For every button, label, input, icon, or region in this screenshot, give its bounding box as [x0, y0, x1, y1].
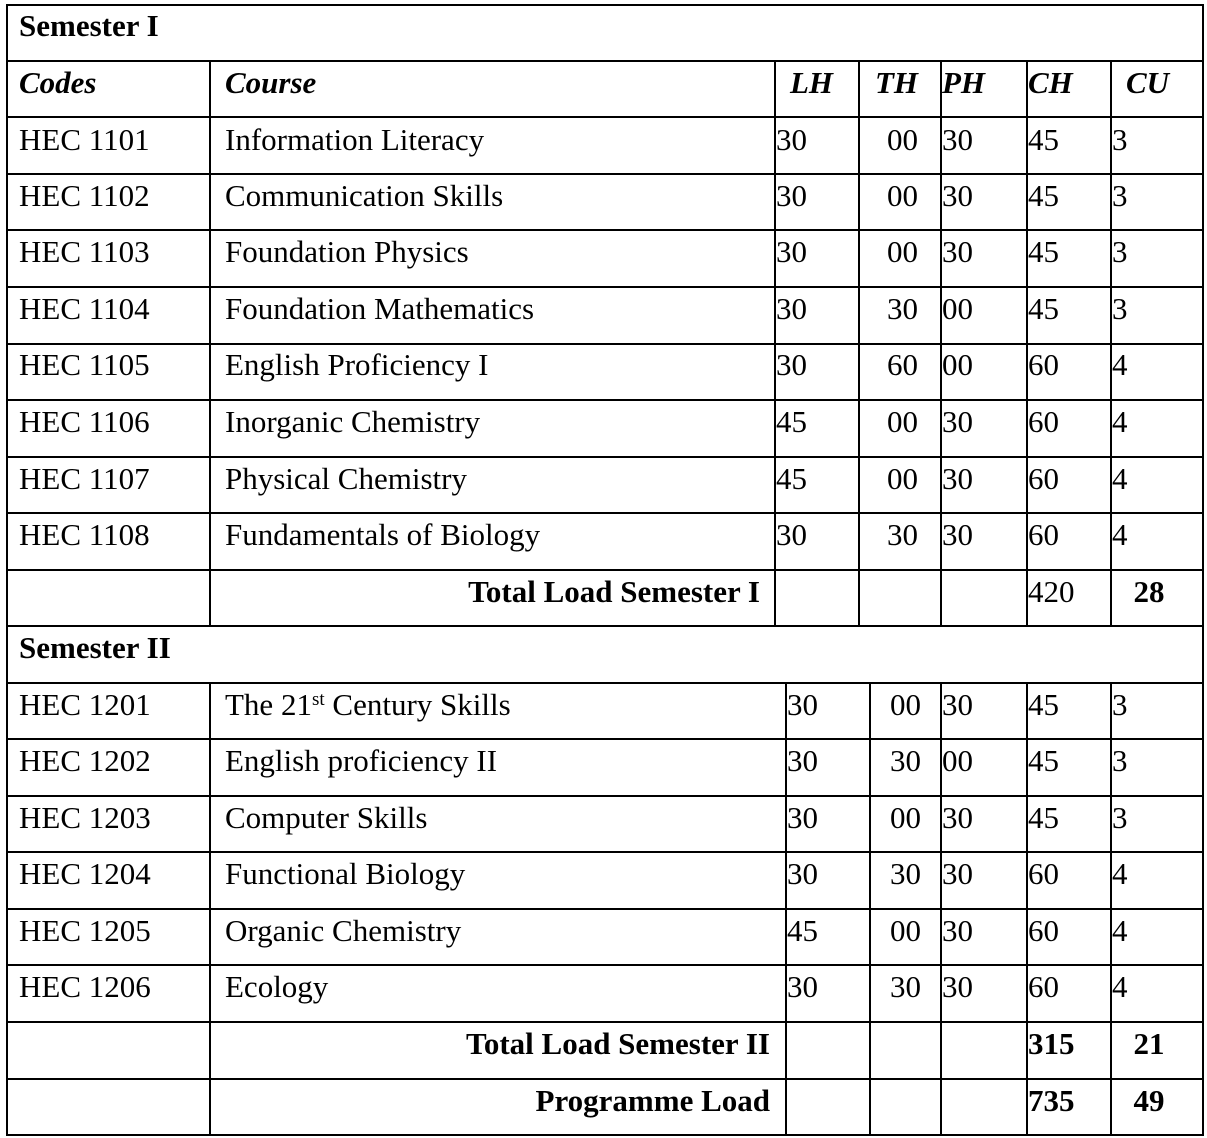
row-code: HEC 1203 [19, 800, 151, 835]
row-lh: 45 [776, 404, 807, 439]
row-lh: 30 [776, 517, 807, 552]
row-lh: 30 [787, 856, 818, 891]
total-semester-2-ch: 315 [1028, 1026, 1075, 1061]
row-course: Ecology [225, 969, 329, 1004]
rule [6, 399, 1204, 401]
semester-1-title: Semester I [19, 8, 159, 43]
row-ph: 30 [942, 461, 973, 496]
total-semester-1-ch: 420 [1028, 574, 1075, 609]
row-course: The 21st Century Skills [225, 687, 511, 722]
row-ch: 45 [1028, 687, 1059, 722]
header-course: Course [225, 65, 317, 100]
row-th: 00 [887, 234, 918, 269]
row-th: 60 [887, 347, 918, 382]
row-course: Functional Biology [225, 856, 466, 891]
programme-load-cu: 49 [1133, 1083, 1165, 1118]
row-code: HEC 1201 [19, 687, 151, 722]
row-th: 30 [890, 743, 921, 778]
row-ph: 30 [942, 517, 973, 552]
row-course: Inorganic Chemistry [225, 404, 481, 439]
row-code: HEC 1205 [19, 913, 151, 948]
row-course: English proficiency II [225, 743, 498, 778]
row-ph: 00 [942, 743, 973, 778]
rule [6, 286, 1204, 288]
row-ch: 60 [1028, 969, 1059, 1004]
row-course: Communication Skills [225, 178, 504, 213]
row-ch: 60 [1028, 347, 1059, 382]
row-lh: 45 [776, 461, 807, 496]
header-ch: CH [1028, 65, 1073, 100]
row-ch: 45 [1028, 122, 1059, 157]
row-lh: 45 [787, 913, 818, 948]
row-ch: 45 [1028, 291, 1059, 326]
row-ch: 60 [1028, 856, 1059, 891]
row-lh: 30 [776, 347, 807, 382]
row-cu: 3 [1112, 800, 1128, 835]
row-ph: 30 [942, 687, 973, 722]
row-th: 00 [887, 178, 918, 213]
row-ch: 45 [1028, 743, 1059, 778]
row-code: HEC 1202 [19, 743, 151, 778]
row-ph: 30 [942, 122, 973, 157]
row-ch: 45 [1028, 178, 1059, 213]
row-lh: 30 [787, 743, 818, 778]
row-code: HEC 1107 [19, 461, 150, 496]
row-code: HEC 1102 [19, 178, 150, 213]
row-course: Information Literacy [225, 122, 485, 157]
header-th: TH [875, 65, 919, 100]
row-code: HEC 1104 [19, 291, 150, 326]
programme-load-label: Programme Load [535, 1083, 770, 1118]
row-th: 00 [890, 800, 921, 835]
row-course: Organic Chemistry [225, 913, 462, 948]
rule [6, 795, 1204, 797]
rule [6, 60, 1204, 62]
row-ch: 45 [1028, 800, 1059, 835]
row-lh: 30 [787, 687, 818, 722]
row-th: 00 [890, 913, 921, 948]
row-lh: 30 [787, 800, 818, 835]
row-th: 30 [890, 856, 921, 891]
total-semester-1-cu: 28 [1133, 574, 1165, 609]
row-code: HEC 1105 [19, 347, 150, 382]
rule [6, 456, 1204, 458]
row-code: HEC 1108 [19, 517, 150, 552]
row-th: 30 [890, 969, 921, 1004]
row-code: HEC 1204 [19, 856, 151, 891]
row-code: HEC 1206 [19, 969, 151, 1004]
row-th: 30 [887, 291, 918, 326]
rule [6, 116, 1204, 118]
rule [6, 569, 1204, 571]
row-cu: 3 [1112, 234, 1128, 269]
row-course: Foundation Physics [225, 234, 469, 269]
row-ch: 60 [1028, 913, 1059, 948]
row-cu: 4 [1112, 913, 1128, 948]
row-code: HEC 1103 [19, 234, 150, 269]
row-cu: 4 [1112, 461, 1128, 496]
total-semester-2-cu: 21 [1133, 1026, 1165, 1061]
row-ch: 60 [1028, 517, 1059, 552]
total-semester-1-label: Total Load Semester I [468, 574, 760, 609]
row-ph: 30 [942, 404, 973, 439]
row-ph: 30 [942, 969, 973, 1004]
header-ph: PH [942, 65, 986, 100]
rule [6, 343, 1204, 345]
rule [6, 1078, 1204, 1080]
row-cu: 4 [1112, 347, 1128, 382]
header-lh: LH [790, 65, 834, 100]
row-ph: 00 [942, 291, 973, 326]
rule [6, 1021, 1204, 1023]
row-course: Foundation Mathematics [225, 291, 535, 326]
row-cu: 4 [1112, 404, 1128, 439]
row-cu: 3 [1112, 122, 1128, 157]
course-load-table [6, 4, 1204, 1136]
rule [6, 964, 1204, 966]
col-divider [209, 682, 211, 1136]
rule [6, 173, 1204, 175]
header-cu: CU [1126, 65, 1170, 100]
row-th: 30 [887, 517, 918, 552]
row-course: English Proficiency I [225, 347, 489, 382]
rule [6, 625, 1204, 627]
border-left [6, 4, 8, 1136]
row-cu: 3 [1112, 743, 1128, 778]
semester-2-title: Semester II [19, 630, 171, 665]
row-ph: 00 [942, 347, 973, 382]
row-cu: 3 [1112, 291, 1128, 326]
row-th: 00 [890, 687, 921, 722]
row-lh: 30 [776, 234, 807, 269]
row-ph: 30 [942, 800, 973, 835]
row-ph: 30 [942, 913, 973, 948]
row-ph: 30 [942, 234, 973, 269]
rule-bottom [6, 1134, 1204, 1136]
row-code: HEC 1106 [19, 404, 150, 439]
row-course: Fundamentals of Biology [225, 517, 541, 552]
total-semester-2-label: Total Load Semester II [466, 1026, 770, 1061]
row-cu: 4 [1112, 969, 1128, 1004]
row-cu: 4 [1112, 856, 1128, 891]
row-cu: 3 [1112, 687, 1128, 722]
row-lh: 30 [787, 969, 818, 1004]
row-course: Physical Chemistry [225, 461, 467, 496]
rule-top [6, 4, 1204, 6]
row-cu: 4 [1112, 517, 1128, 552]
header-codes: Codes [19, 65, 97, 100]
rule [6, 738, 1204, 740]
row-ph: 30 [942, 178, 973, 213]
col-divider [209, 60, 211, 625]
rule [6, 229, 1204, 231]
row-lh: 30 [776, 122, 807, 157]
row-ch: 60 [1028, 404, 1059, 439]
row-lh: 30 [776, 291, 807, 326]
row-course: Computer Skills [225, 800, 428, 835]
row-cu: 3 [1112, 178, 1128, 213]
rule [6, 851, 1204, 853]
rule [6, 682, 1204, 684]
programme-load-ch: 735 [1028, 1083, 1075, 1118]
row-th: 00 [887, 122, 918, 157]
row-ch: 45 [1028, 234, 1059, 269]
row-th: 00 [887, 404, 918, 439]
row-th: 00 [887, 461, 918, 496]
row-ph: 30 [942, 856, 973, 891]
row-lh: 30 [776, 178, 807, 213]
row-code: HEC 1101 [19, 122, 150, 157]
row-ch: 60 [1028, 461, 1059, 496]
rule [6, 512, 1204, 514]
border-right [1202, 4, 1204, 1136]
rule [6, 908, 1204, 910]
